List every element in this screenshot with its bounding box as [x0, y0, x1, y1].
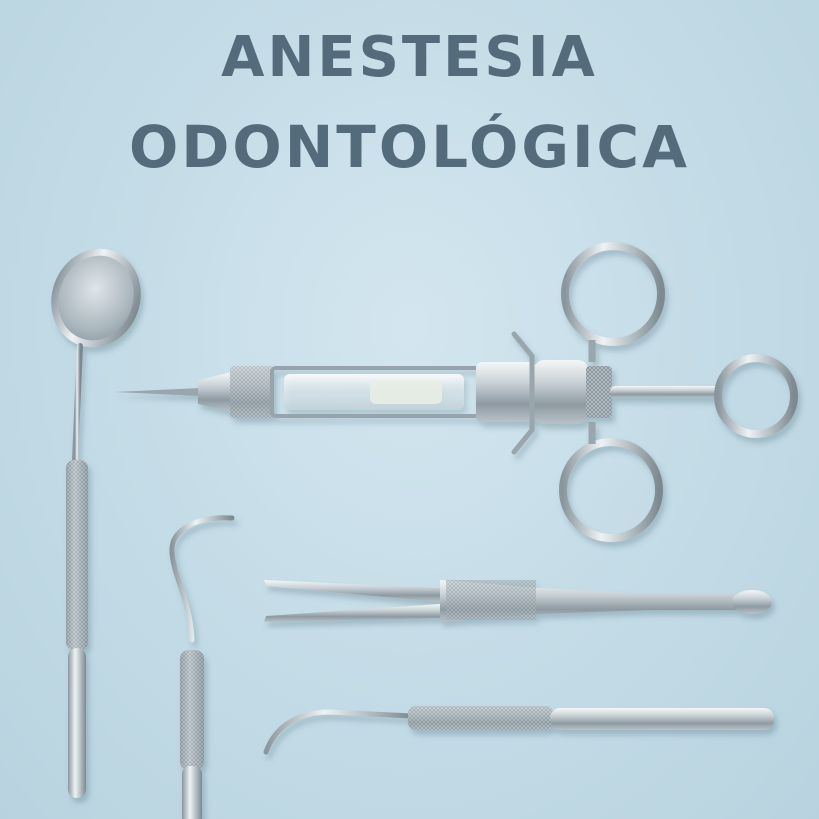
title-line-anestesia: ANESTESIA: [221, 25, 598, 90]
tweezers-icon: [264, 580, 772, 622]
dental-explorer-icon: [172, 518, 232, 819]
dental-probe-icon: [266, 706, 774, 752]
title-line-odontologica: ODONTOLÓGICA: [128, 113, 690, 181]
mouth-mirror-icon: [38, 236, 155, 798]
dental-syringe-icon: [115, 246, 794, 538]
